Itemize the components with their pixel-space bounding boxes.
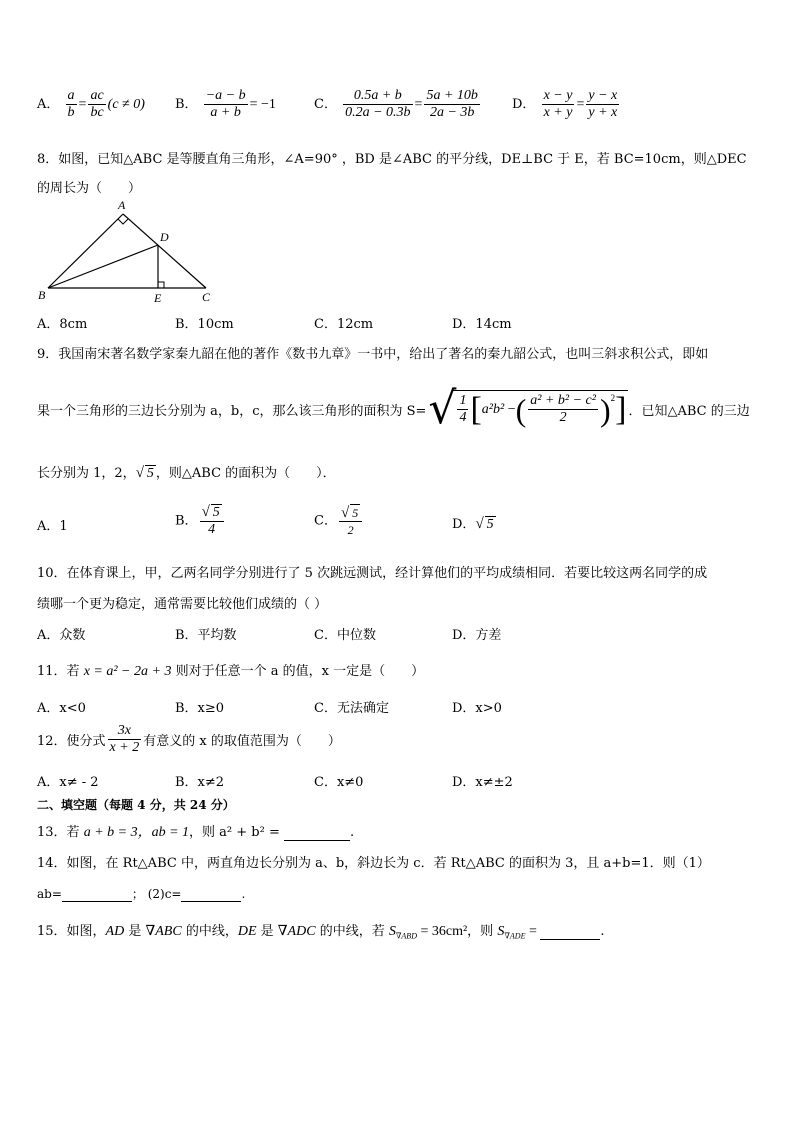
q7-option-c: C． $\frac{0.5a + b}{0.2a - 0.3b}$ = $\frac{5a + 10b}{2a - 3b}$ [314, 88, 478, 120]
q8-side-ab [48, 214, 123, 288]
q10-option-b: B．平均数 [175, 628, 237, 643]
q8-label-c: C [202, 290, 211, 304]
q11-stem: 11．若 x = a² − 2a + 3 则对于任意一个 a 的值，x 一定是（ ） [37, 664, 425, 679]
q8-stem-line1: 8．如图，已知△ABC 是等腰直角三角形，∠A=90° ，BD 是∠ABC 的平分线，DE⊥BC 于 E，若 BC=10cm，则△DEC [37, 152, 747, 167]
q14-stem-line2: ab= ； (2)c= . [37, 887, 246, 901]
q8-triangle-figure [34, 198, 214, 306]
q7-option-a-letter: A． [37, 97, 60, 112]
q9-stem-line3: 长分别为 1，2，√ 5 ，则△ABC 的面积为（ ）． [37, 465, 336, 481]
q8-label-d: D [160, 230, 169, 244]
q7-c-frac2: $\frac{5a + 10b}{2a - 3b}$ [426, 88, 478, 120]
section-title-fill-in: 二、填空题（每题 4 分，共 24 分） [37, 798, 235, 812]
q7-a-frac1: $\frac{a}{b}$ [67, 88, 75, 120]
q13-stem: 13．若 a + b = 3，ab = 1，则 a² + b² = . [37, 825, 355, 840]
q12-option-b: B．x≠2 [175, 775, 225, 790]
q7-option-b: B． $\frac{-a - b}{a + b}$ = −1 [175, 88, 276, 120]
q9-formula-inner-frac: $\frac{\text{a² + b² − c²}}{2}$ [530, 393, 596, 425]
q8-label-e: E [154, 291, 162, 305]
q8-right-angle-a [118, 219, 128, 224]
q9-option-d: D．√ 5 [452, 516, 494, 532]
q8-option-b: B．10cm [175, 317, 234, 332]
q8-label-a: A [118, 198, 126, 212]
q7-option-d: D． $\frac{x - y}{x + y}$ = $\frac{y - x}{y + x}$ [512, 88, 618, 120]
q8-option-c: C．12cm [314, 317, 374, 332]
q8-stem-line2: 的周长为（ ） [37, 181, 142, 196]
q14-stem-line1: 14．如图，在 Rt△ABC 中，两直角边长分别为 a、b，斜边长为 c．若 Rt△ABC 的面积为 3，且 a+b=1．则（1） [37, 856, 710, 871]
q7-d-frac1: $\frac{x - y}{x + y}$ [543, 88, 573, 120]
q14-answer-blank-2[interactable] [181, 887, 241, 902]
q10-stem-line1: 10．在体育课上，甲，乙两名同学分别进行了 5 次跳远测试，经计算他们的平均成绩相同．若要比较这两名同学的成 [37, 566, 708, 581]
q10-option-c: C．中位数 [314, 628, 376, 643]
q15-answer-blank[interactable] [540, 924, 600, 940]
q7-a-frac2: $\frac{ac}{bc}$ [90, 88, 104, 120]
q11-option-d: D．x>0 [452, 701, 502, 716]
q12-stem: 12．使分式 $\frac{3x}{x + 2}$ 有意义的 x 的取值范围为（ ） [37, 723, 341, 755]
q10-option-a: A．众数 [37, 628, 86, 643]
q8-option-d: D．14cm [452, 317, 512, 332]
q11-option-c: C．无法确定 [314, 701, 389, 716]
q9-option-a: A．1 [37, 519, 68, 534]
q12-option-c: C．x≠0 [314, 775, 364, 790]
q13-answer-blank[interactable] [284, 825, 350, 841]
q7-b-frac: $\frac{-a - b}{a + b}$ [205, 88, 246, 120]
q9-option-c: C． $\frac{√ 5}{2}$ [314, 504, 364, 538]
q7-option-a: A． $\frac{a}{b}$ = $\frac{ac}{bc}$ (c ≠ 0) [37, 88, 145, 120]
q8-segment-bd [48, 245, 158, 288]
q9-option-b: B． $\frac{√ 5}{4}$ [175, 504, 226, 538]
q11-option-a: A．x<0 [37, 701, 86, 716]
q14-answer-blank-1[interactable] [62, 887, 132, 902]
q8-right-angle-e [158, 282, 164, 288]
q10-option-d: D．方差 [452, 628, 502, 643]
q12-option-a: A．x≠ - 2 [37, 775, 99, 790]
q9-formula-quarter: $\frac{1}{4}$ [459, 393, 467, 425]
q8-option-a: A．8cm [37, 317, 88, 332]
q7-c-frac1: $\frac{0.5a + b}{0.2a - 0.3b}$ [345, 88, 411, 120]
q12-option-d: D．x≠±2 [452, 775, 513, 790]
q10-stem-line2: 绩哪一个更为稳定，通常需要比较他们成绩的（ ） [37, 597, 328, 612]
q8-label-b: B [38, 288, 46, 302]
q7-d-frac2: $\frac{y - x}{y + x}$ [588, 88, 618, 120]
q8-side-ac [123, 214, 206, 288]
q9-stem-line1: 9．我国南宋著名数学家秦九韶在他的著作《数书九章》一书中，给出了著名的秦九韶公式，也叫三斜求积公式，即如 [37, 347, 709, 362]
q9-heron-formula: √ $\frac{1}{4}$ [ a²b² − ( $\frac{\text{a² + b² − c²}}{2}$ ) $^2$ ] [428, 383, 627, 434]
q11-option-b: B．x≥0 [175, 701, 225, 716]
q9-stem-line2: 果一个三角形的三边长分别为 a，b，c，那么该三角形的面积为 S= √ $\frac{1}{4}$ [ a²b² − ( $\frac{\text{a² + b² − c²}}{2}$ ) $^2$ ] ．已知△ABC 的三边 [37, 383, 750, 434]
q15-stem: 15．如图，AD 是 ∇ABC 的中线，DE 是 ∇ADC 的中线，若 $S_{\nabla ABD} = 36cm^2$，则 $S_{\nabla ADE}$ = . [37, 924, 605, 941]
